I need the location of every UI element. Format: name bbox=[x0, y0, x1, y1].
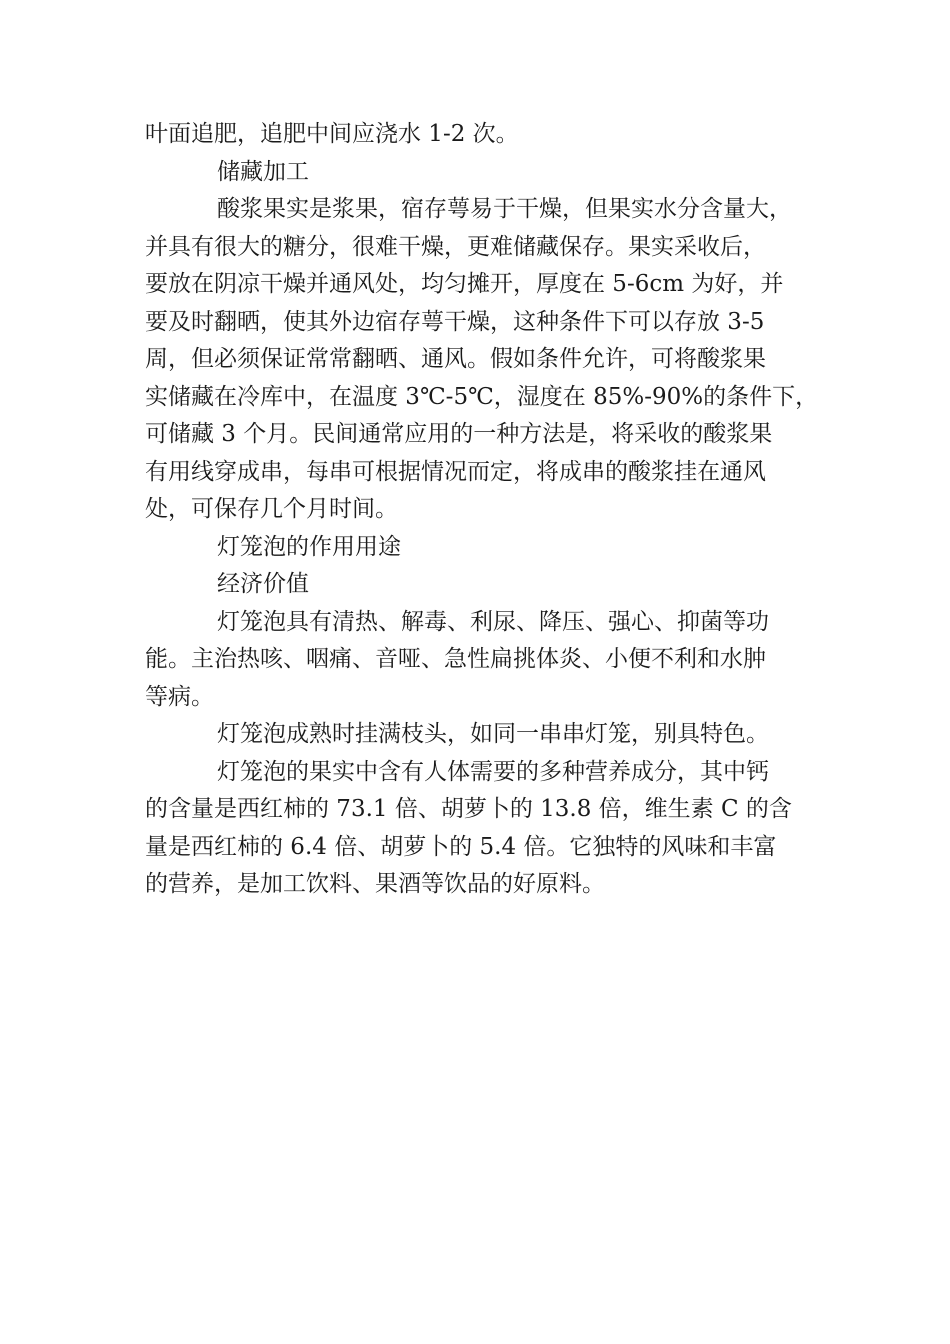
document-body bbox=[145, 116, 819, 904]
paragraph-line: 灯笼泡具有清热、解毒、利尿、降压、强心、抑菌等功 bbox=[217, 608, 769, 635]
paragraph-line: 并具有很大的糖分，很难干燥，更难储藏保存。果实采收后， bbox=[145, 233, 766, 260]
paragraph-line: 灯笼泡的果实中含有人体需要的多种营养成分，其中钙 bbox=[217, 758, 769, 785]
paragraph-line: 要及时翻晒，使其外边宿存萼干燥，这种条件下可以存放 3-5 bbox=[145, 308, 765, 335]
paragraph-line: 的含量是西红柿的 73.1 倍、胡萝卜的 13.8 倍，维生素 C 的含 bbox=[145, 796, 792, 822]
paragraph-line: 要放在阴凉干燥并通风处，均匀摊开，厚度在 5-6cm 为好，并 bbox=[145, 271, 784, 297]
paragraph-line: 灯笼泡成熟时挂满枝头，如同一串串灯笼，别具特色。 bbox=[217, 721, 769, 747]
paragraph-line: 等病。 bbox=[145, 683, 214, 710]
paragraph-line: 量是西红柿的 6.4 倍、胡萝卜的 5.4 倍。它独特的风味和丰富 bbox=[145, 833, 777, 860]
paragraph-line: 处，可保存几个月时间。 bbox=[145, 496, 398, 522]
paragraph-line: 有用线穿成串，每串可根据情况而定，将成串的酸浆挂在通风 bbox=[145, 458, 766, 485]
paragraph-line: 可储藏 3 个月。民间通常应用的一种方法是，将采收的酸浆果 bbox=[145, 421, 773, 447]
section-heading-uses: 灯笼泡的作用用途 bbox=[217, 533, 401, 560]
paragraph-line: 酸浆果实是浆果，宿存萼易于干燥，但果实水分含量大， bbox=[217, 196, 792, 222]
paragraph-line: 实储藏在冷库中，在温度 3℃-5℃，湿度在 85%-90%的条件下， bbox=[145, 383, 819, 410]
section-heading-storage-processing: 储藏加工 bbox=[217, 158, 309, 185]
paragraph-line: 叶面追肥，追肥中间应浇水 1-2 次。 bbox=[145, 121, 519, 147]
section-heading-economic-value: 经济价值 bbox=[217, 571, 309, 597]
paragraph-line: 周，但必须保证常常翻晒、通风。假如条件允许，可将酸浆果 bbox=[145, 346, 766, 372]
paragraph-line: 能。主治热咳、咽痛、音哑、急性扁挑体炎、小便不利和水肿 bbox=[145, 646, 766, 672]
paragraph-line: 的营养，是加工饮料、果酒等饮品的好原料。 bbox=[145, 871, 605, 897]
